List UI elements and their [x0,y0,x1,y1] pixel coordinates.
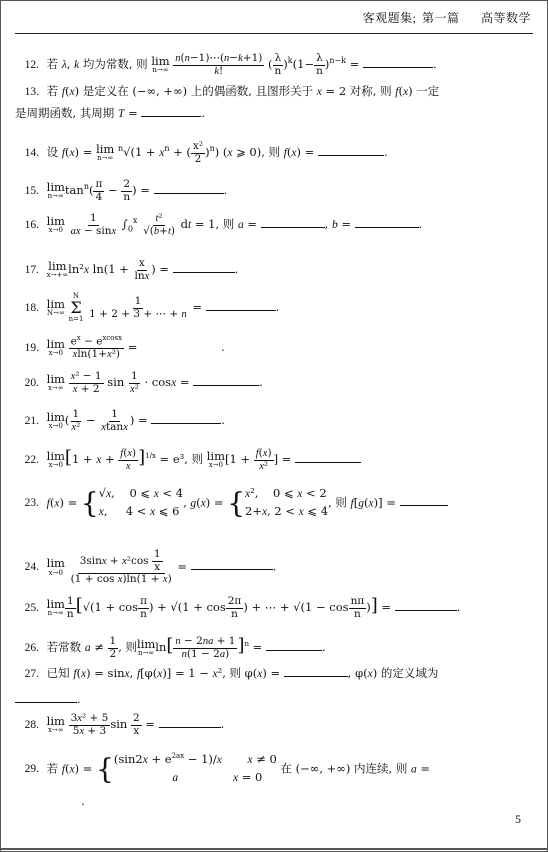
problem-25: 25. lim n→∞ $\frac{1}{n}$ [√(1 + cos $\frac{\pi}{n}$ ) + √(1 + cos $\frac{2\pi}{n}$ ) + ⋯ + √(1 − cos $\frac{n\pi}{n}$ )] = . [15,595,533,620]
problem-number: 29. [24,763,39,776]
header-book: 客观题集 [362,11,413,25]
problem-13: 13. 若 f(x) 是定义在 (−∞, +∞) 上的偶函数, 且图形关于 x = 2 对称, 则 f(x) 一定 [15,85,533,100]
problem-27-cont: . [15,693,533,707]
problem-number: 17. [24,264,39,277]
header-part: 第一篇 [421,11,460,25]
problem-number: 19. [24,341,39,354]
problem-29: 29. 若 f(x) = { $(\sin 2x + e^{2ax} - 1)/x$ x ≠ 0 a x = 0 在 (−∞, +∞) 内连续, 则 a = [15,751,533,788]
problem-29-cont: . [81,794,85,808]
bottom-rule [0,848,548,850]
problem-number: 28. [24,719,39,732]
problem-23: 23. f(x) = { √x, 0 ⩽ x < 4 x, 4 < x ⩽ 6 , g(x) = { x², 0 ⩽ x < 2 2+x, 2 < x ⩽ 4 , 则 f[g(x)] = [15,485,533,522]
problem-26: 26. 若常数 a ≠ $\frac{1}{2}$ , 则 lim n→∞ ln[ $\frac{n - 2na + 1}{n(1 - 2a)}$ ]$^n$ = . [15,635,533,660]
problem-number: 13. [24,86,39,98]
page-number: 5 [515,812,521,826]
problem-21: 21. lim x→0 ( $\frac{1}{\text{x²}}$ − $\frac{1}{xtanx}$ ) = . [15,409,533,433]
problem-15: 15. lim n→∞ $\tan^n$( $\frac{\pi}{4}$ − $\frac{2}{n}$ ) = . [15,179,533,203]
problem-number: 16. [24,219,39,232]
problem-17: 17. lim x→+∞ ln²x ln(1 + $\frac{x}{\ln x}$ ) = . [15,258,533,282]
problem-number: 27. [24,668,39,680]
problem-14: 14. 设 f(x) = lim n→∞ $^n√(1 + x^n$ + ( $\frac{\text{x²}}{2}$ )$^n$) (x ⩾ 0), 则 f(x) = . [15,141,533,165]
problem-12: 12. 若 λ, k 均为常数, 则 lim n→∞ $\frac{n(n-1)\cdots(n-k+1)}{k!}$ ( $\frac{\lambda}{n}$ )$^k$(1− $\frac{\lambda}{n}$ )$^{n-k}$ = . [15,53,533,77]
problem-number: 25. [24,602,39,614]
problem-number: 20. [24,377,39,390]
problem-27: 27. 已知 f(x) = sinx, f[φ(x)] = 1 − x², 则 φ(x) = , φ(x) 的定义域为 [15,667,533,682]
problem-number: 21. [24,415,39,428]
problem-number: 18. [24,302,39,314]
problem-number: 24. [24,561,39,574]
problem-13-cont: 是周期函数, 其周期 T = . [15,106,205,120]
problem-28: 28. lim x→∞ $\frac{\text{3x² + 5}}{5x + 3}$ sin $\frac{2}{x}$ = . [15,713,533,737]
problem-number: 14. [24,147,39,160]
problem-16: 16. lim x→0 $\frac{1}{ax - \sin x}$ $\int_0^x$ $\frac{\text{t²}}{√(b+t)}$ dt = 1, 则 a = , b = . [15,213,533,237]
problem-24: 24. lim x→0 3sinx + x²cos $\frac{1}{x}$ (1 + cos x)ln(1 + x) = . [15,549,533,586]
running-header: 客观题集; 第一篇 高等数学 [362,11,531,25]
problem-20: 20. lim x→∞ $\frac{\text{x² − 1}}{x + 2}$ sin $\frac{1}{\text{x²}}$ · cosx = . [15,371,533,395]
problem-number: 15. [24,185,39,198]
problem-22: 22. lim x→0 [1 + x + $\frac{f(x)}{x}$ ]$^{1/x}$ = e³, 则 lim x→0 [1 + $\frac{f(x)}{\text{x²}}$ ] = [15,447,533,472]
problem-number: 12. [24,59,39,72]
problem-number: 26. [24,642,39,654]
problem-number: 23. [24,497,39,510]
header-subject: 高等数学 [480,11,531,25]
header-rule [15,33,533,34]
problem-19: 19. lim x→0 $\frac{e^x - e^{xcosx}}{\text{xln(1+x²)}}$ = . [15,335,533,361]
problem-number: 22. [24,454,39,466]
problem-18: 18. lim N→∞ N Σ n=1 $\frac{1}{1 + 2 + 3 + \cdots + n}$ = . [15,293,533,323]
